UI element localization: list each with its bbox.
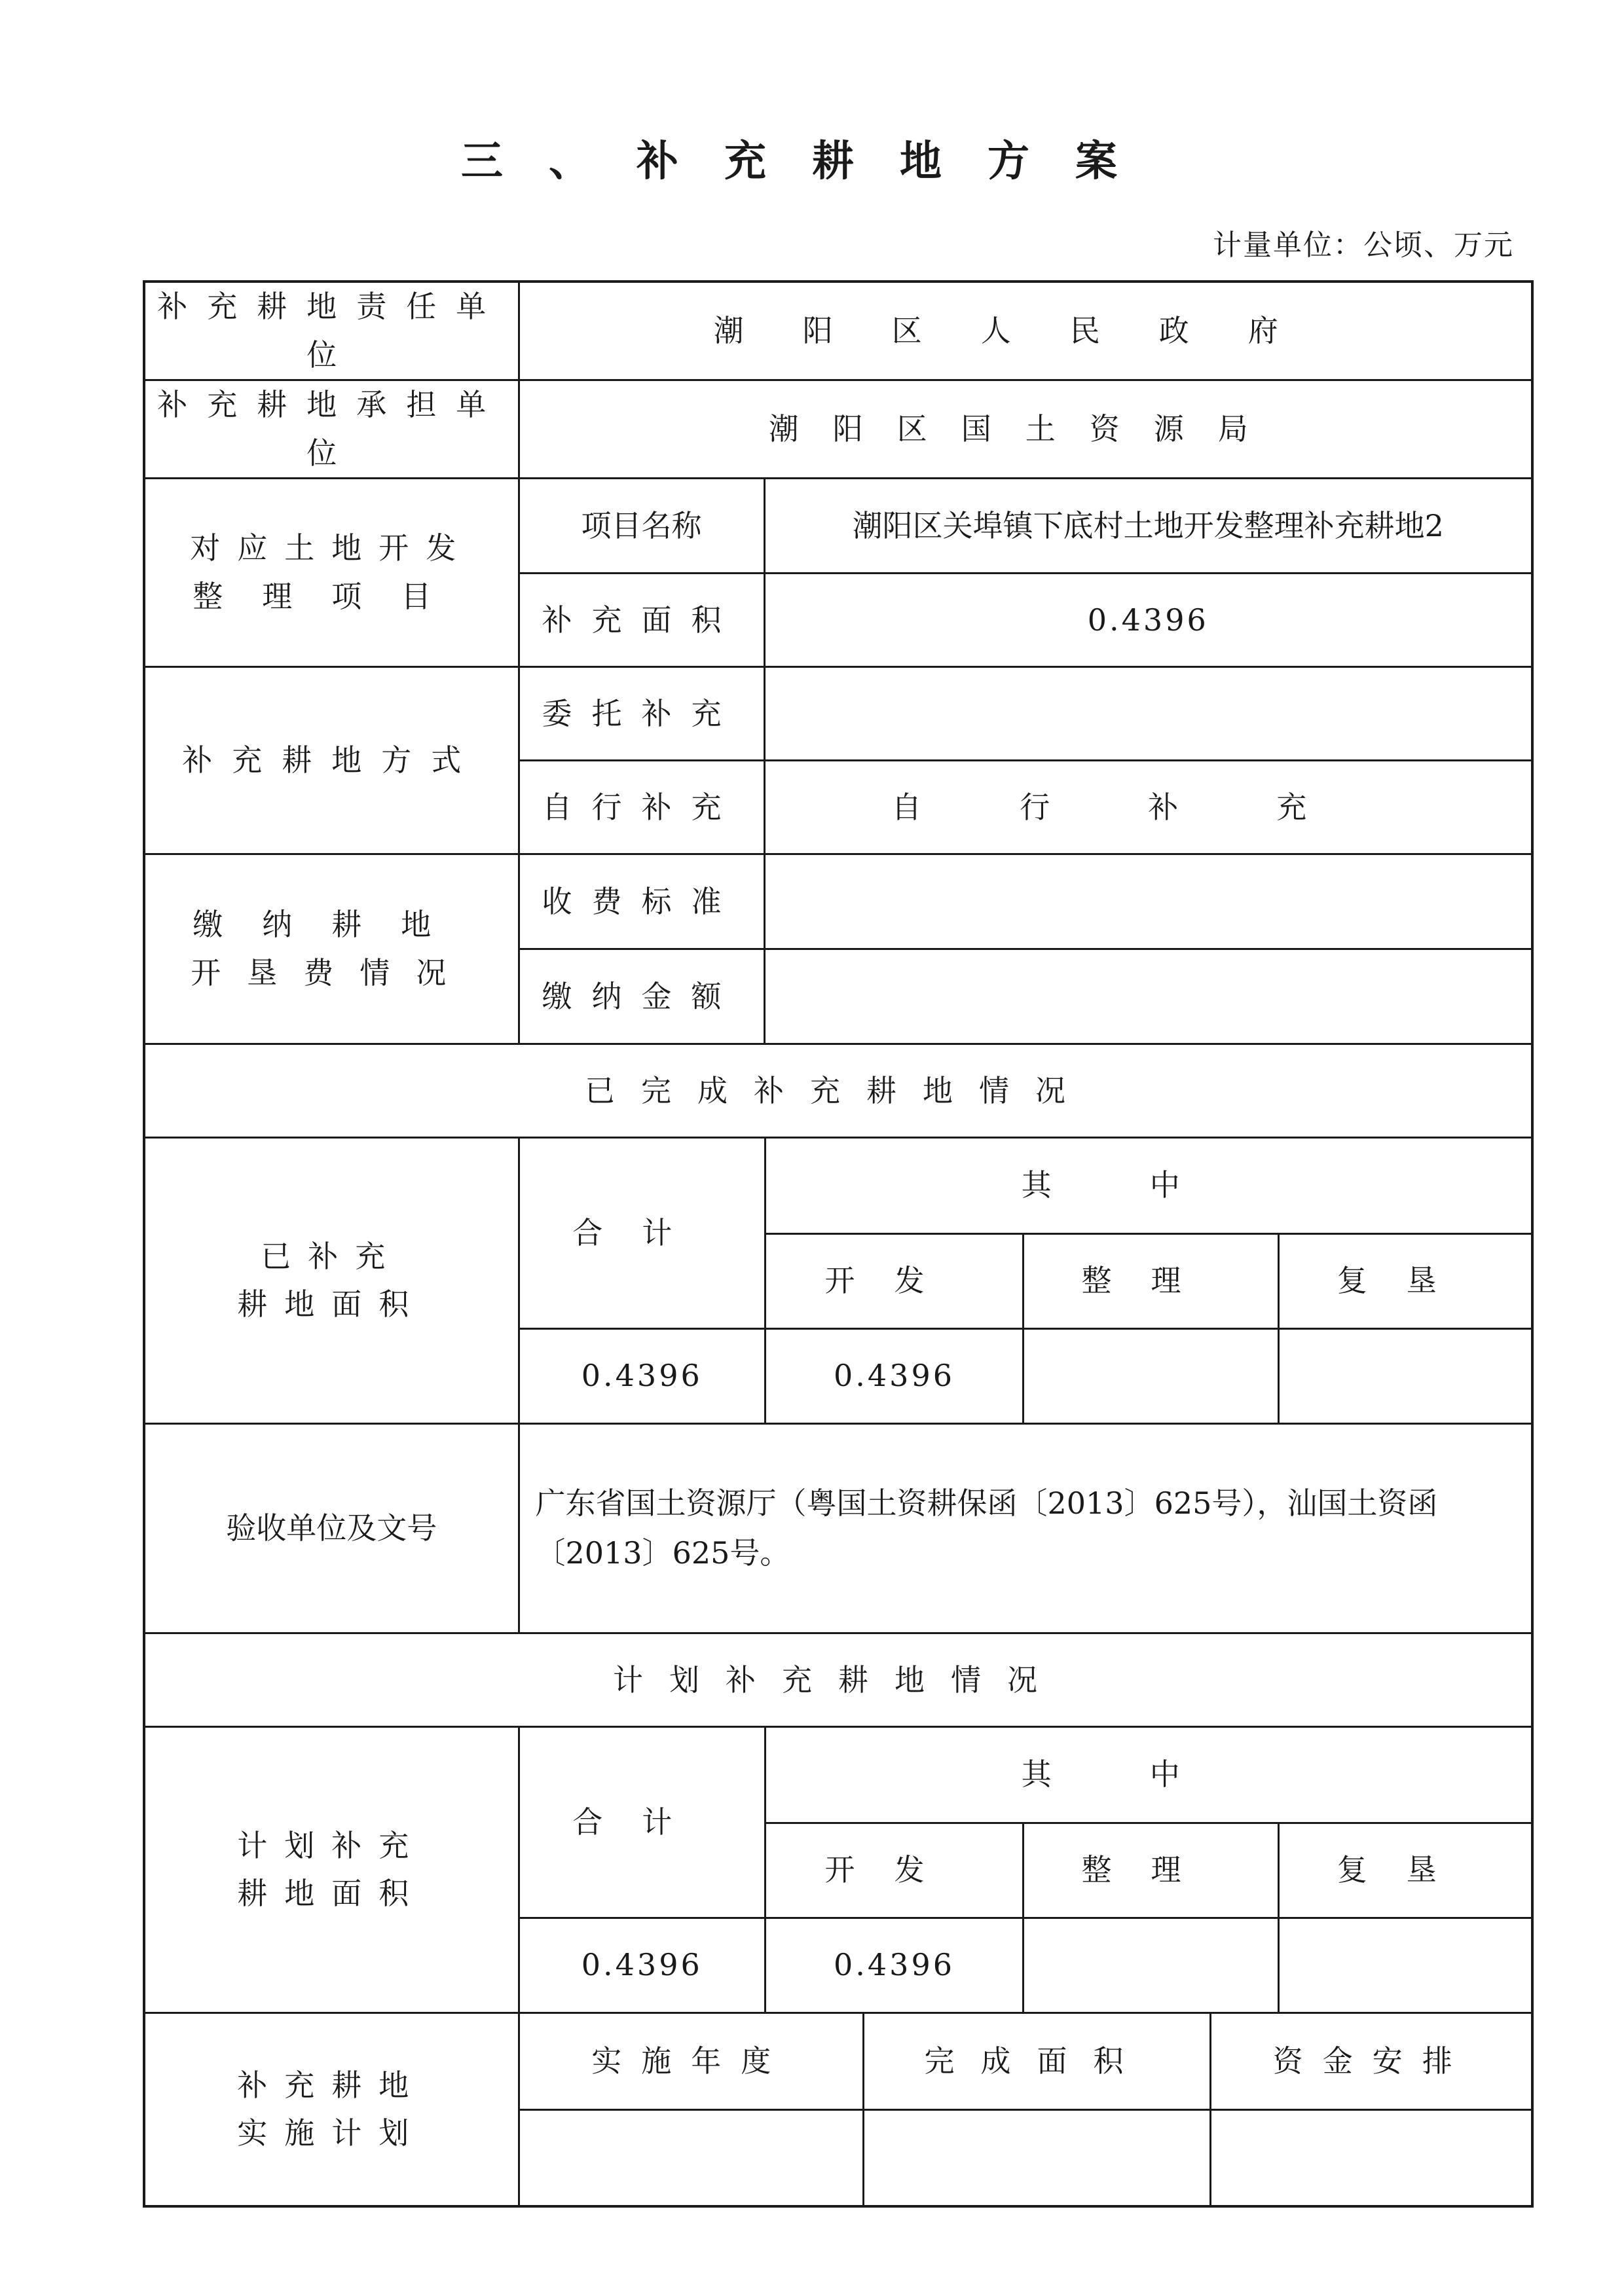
method-label: 补充耕地方式 <box>144 667 519 854</box>
planned-total-label: 合计 <box>520 1728 766 1918</box>
fee-label-line1: 缴纳耕地 <box>193 907 471 943</box>
plan-year-value <box>520 2109 864 2205</box>
planned-total-value: 0.4396 <box>520 1918 766 2012</box>
completed-reclaim-label: 复垦 <box>1279 1233 1534 1328</box>
fee-amount-value <box>764 949 1532 1044</box>
plan-label <box>144 2013 519 2207</box>
project-label-line1: 对应土地开发 <box>190 530 473 566</box>
responsible-unit-value: 潮阳区人民政府 <box>519 282 1532 380</box>
page-title: 三、补充耕地方案 <box>461 137 1163 186</box>
acceptance-value: 广东省国土资源厅（粤国土资耕保函〔2013〕625号），汕国土资函〔2013〕625号。 <box>519 1424 1532 1633</box>
plan-year-label: 实施年度 <box>520 2014 864 2109</box>
row-undertaking-unit <box>144 380 1532 479</box>
planned-grid-cell <box>519 1727 1532 2013</box>
project-label <box>144 479 519 667</box>
completed-total-value: 0.4396 <box>520 1328 766 1423</box>
row-acceptance <box>144 1424 1532 1633</box>
planned-label <box>144 1727 519 2013</box>
planned-label-line2: 耕地面积 <box>237 1876 426 1912</box>
planned-among-label: 其中 <box>766 1728 1534 1823</box>
method-self-label: 自行补充 <box>519 761 764 854</box>
fee-label <box>144 854 519 1044</box>
row-planned-section <box>144 1633 1532 1727</box>
plan-grid-cell <box>519 2013 1532 2207</box>
row-completed-area <box>144 1138 1532 1424</box>
method-entrusted-value <box>764 667 1532 761</box>
plan-grid <box>520 2014 1534 2205</box>
fee-amount-label: 缴纳金额 <box>519 949 764 1044</box>
completed-among-label: 其中 <box>766 1139 1534 1233</box>
project-name-value: 潮阳区关埠镇下底村土地开发整理补充耕地2 <box>764 479 1532 574</box>
row-implementation-plan <box>144 2013 1532 2207</box>
planned-section-title: 计划补充耕地情况 <box>144 1633 1532 1727</box>
plan-fund-value <box>1211 2109 1534 2205</box>
completed-arrange-label: 整理 <box>1024 1233 1279 1328</box>
completed-label <box>144 1138 519 1424</box>
method-self-value: 自行补充 <box>764 761 1532 854</box>
plan-label-line2: 实施计划 <box>237 2115 426 2151</box>
planned-dev-label: 开发 <box>766 1823 1024 1918</box>
completed-label-line1: 已补充 <box>261 1238 403 1274</box>
method-entrusted-label: 委托补充 <box>519 667 764 761</box>
planned-grid <box>520 1728 1534 2012</box>
responsible-unit-label: 补充耕地责任单位 <box>144 282 519 380</box>
unit-note: 计量单位：公顷、万元 <box>1213 228 1514 262</box>
completed-dev-label: 开发 <box>766 1233 1024 1328</box>
fee-standard-label: 收费标准 <box>519 854 764 949</box>
completed-grid <box>520 1139 1534 1423</box>
plan-label-line1: 补充耕地 <box>237 2067 426 2103</box>
planned-label-line1: 计划补充 <box>237 1827 426 1863</box>
planned-reclaim-label: 复垦 <box>1279 1823 1534 1918</box>
cultivated-land-plan-table <box>143 280 1534 2208</box>
planned-dev-value: 0.4396 <box>766 1918 1024 2012</box>
completed-grid-cell <box>519 1138 1532 1424</box>
undertaking-unit-label: 补充耕地承担单位 <box>144 380 519 479</box>
completed-section-title: 已完成补充耕地情况 <box>144 1044 1532 1138</box>
plan-fund-label: 资金安排 <box>1211 2014 1534 2109</box>
planned-arrange-label: 整理 <box>1024 1823 1279 1918</box>
plan-area-value <box>864 2109 1211 2205</box>
row-project-name <box>144 479 1532 574</box>
row-completed-section <box>144 1044 1532 1138</box>
completed-arrange-value <box>1024 1328 1279 1423</box>
planned-arrange-value <box>1024 1918 1279 2012</box>
project-label-line2: 整理项目 <box>193 578 471 614</box>
project-name-label: 项目名称 <box>519 479 764 574</box>
planned-reclaim-value <box>1279 1918 1534 2012</box>
row-method-entrusted <box>144 667 1532 761</box>
completed-total-label: 合计 <box>520 1139 766 1328</box>
plan-area-label: 完成面积 <box>864 2014 1211 2109</box>
fee-standard-value <box>764 854 1532 949</box>
completed-reclaim-value <box>1279 1328 1534 1423</box>
fee-label-line2: 开垦费情况 <box>191 955 473 991</box>
row-responsible-unit <box>144 282 1532 380</box>
row-fee-standard <box>144 854 1532 949</box>
undertaking-unit-value: 潮阳区国土资源局 <box>519 380 1532 479</box>
project-area-value: 0.4396 <box>764 574 1532 667</box>
acceptance-label: 验收单位及文号 <box>144 1424 519 1633</box>
completed-dev-value: 0.4396 <box>766 1328 1024 1423</box>
row-planned-area <box>144 1727 1532 2013</box>
project-area-label: 补充面积 <box>519 574 764 667</box>
completed-label-line2: 耕地面积 <box>237 1286 426 1322</box>
